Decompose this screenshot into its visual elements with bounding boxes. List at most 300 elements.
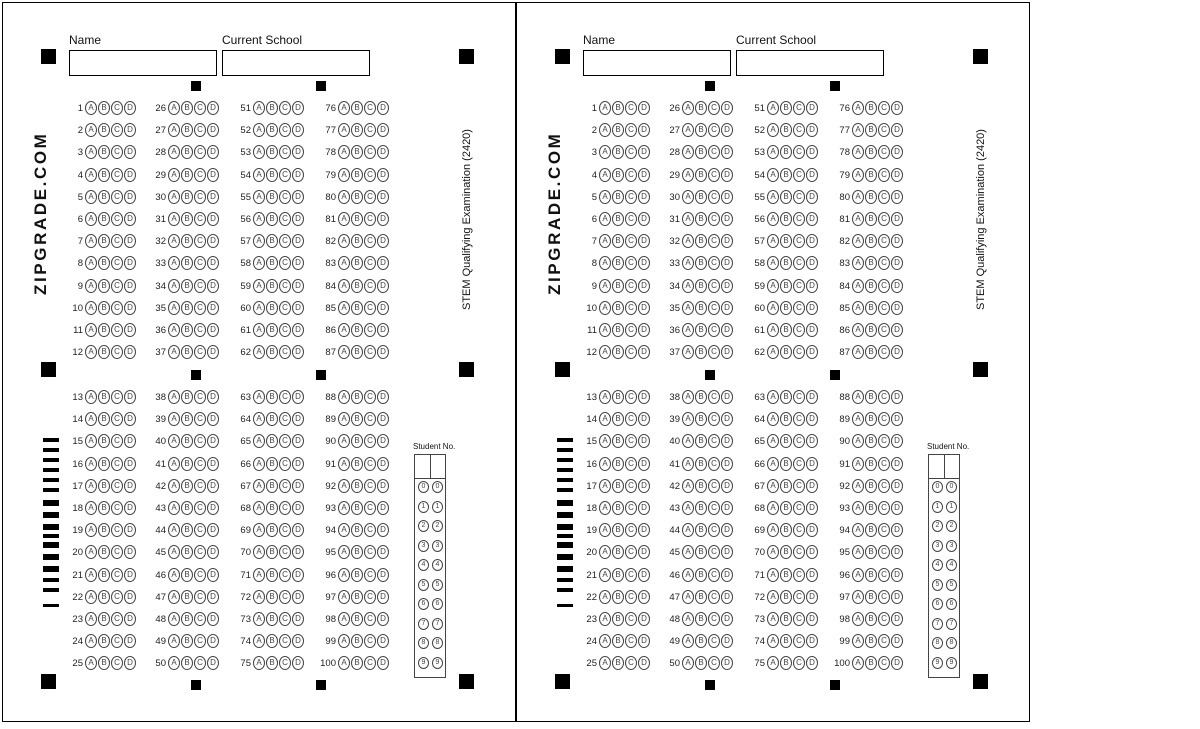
answer-bubble-b[interactable]: B xyxy=(865,279,877,293)
answer-bubble-d[interactable]: D xyxy=(124,545,136,559)
answer-bubble-b[interactable]: B xyxy=(865,479,877,493)
answer-bubble-d[interactable]: D xyxy=(891,123,903,137)
answer-bubble-d[interactable]: D xyxy=(292,123,304,137)
answer-bubble-b[interactable]: B xyxy=(612,390,624,404)
answer-bubble-b[interactable]: B xyxy=(266,345,278,359)
answer-bubble-d[interactable]: D xyxy=(207,523,219,537)
answer-bubble-a[interactable]: A xyxy=(338,434,350,448)
answer-bubble-c[interactable]: C xyxy=(625,123,637,137)
answer-bubble-b[interactable]: B xyxy=(695,501,707,515)
answer-bubble-b[interactable]: B xyxy=(780,279,792,293)
answer-bubble-d[interactable]: D xyxy=(207,612,219,626)
answer-bubble-d[interactable]: D xyxy=(292,390,304,404)
student-digit-bubble[interactable]: 6 xyxy=(932,598,943,610)
answer-bubble-a[interactable]: A xyxy=(767,168,779,182)
answer-bubble-a[interactable]: A xyxy=(253,523,265,537)
answer-bubble-a[interactable]: A xyxy=(168,590,180,604)
answer-bubble-c[interactable]: C xyxy=(625,145,637,159)
answer-bubble-b[interactable]: B xyxy=(865,501,877,515)
answer-bubble-d[interactable]: D xyxy=(806,479,818,493)
answer-bubble-b[interactable]: B xyxy=(780,256,792,270)
answer-bubble-a[interactable]: A xyxy=(168,434,180,448)
answer-bubble-c[interactable]: C xyxy=(625,656,637,670)
answer-bubble-c[interactable]: C xyxy=(364,168,376,182)
answer-bubble-d[interactable]: D xyxy=(124,301,136,315)
answer-bubble-a[interactable]: A xyxy=(599,634,611,648)
answer-bubble-d[interactable]: D xyxy=(377,634,389,648)
answer-bubble-d[interactable]: D xyxy=(124,190,136,204)
answer-bubble-d[interactable]: D xyxy=(806,634,818,648)
answer-bubble-d[interactable]: D xyxy=(292,190,304,204)
answer-bubble-a[interactable]: A xyxy=(338,545,350,559)
answer-bubble-b[interactable]: B xyxy=(865,590,877,604)
student-digit-bubble[interactable]: 0 xyxy=(418,481,429,493)
answer-bubble-a[interactable]: A xyxy=(85,479,97,493)
answer-bubble-d[interactable]: D xyxy=(638,279,650,293)
answer-bubble-d[interactable]: D xyxy=(292,590,304,604)
answer-bubble-a[interactable]: A xyxy=(85,123,97,137)
answer-bubble-d[interactable]: D xyxy=(377,434,389,448)
answer-bubble-b[interactable]: B xyxy=(266,168,278,182)
answer-bubble-b[interactable]: B xyxy=(695,390,707,404)
answer-bubble-b[interactable]: B xyxy=(351,168,363,182)
answer-bubble-c[interactable]: C xyxy=(878,168,890,182)
answer-bubble-d[interactable]: D xyxy=(292,234,304,248)
answer-bubble-c[interactable]: C xyxy=(708,345,720,359)
answer-bubble-c[interactable]: C xyxy=(625,501,637,515)
answer-bubble-b[interactable]: B xyxy=(865,301,877,315)
answer-bubble-d[interactable]: D xyxy=(377,145,389,159)
answer-bubble-b[interactable]: B xyxy=(98,145,110,159)
answer-bubble-d[interactable]: D xyxy=(207,212,219,226)
answer-bubble-d[interactable]: D xyxy=(638,479,650,493)
answer-bubble-d[interactable]: D xyxy=(638,523,650,537)
answer-bubble-a[interactable]: A xyxy=(852,656,864,670)
answer-bubble-d[interactable]: D xyxy=(292,523,304,537)
answer-bubble-d[interactable]: D xyxy=(124,523,136,537)
answer-bubble-c[interactable]: C xyxy=(625,523,637,537)
answer-bubble-a[interactable]: A xyxy=(682,101,694,115)
answer-bubble-c[interactable]: C xyxy=(708,457,720,471)
answer-bubble-d[interactable]: D xyxy=(638,545,650,559)
answer-bubble-a[interactable]: A xyxy=(253,168,265,182)
answer-bubble-d[interactable]: D xyxy=(891,279,903,293)
answer-bubble-c[interactable]: C xyxy=(364,545,376,559)
answer-bubble-b[interactable]: B xyxy=(98,190,110,204)
answer-bubble-c[interactable]: C xyxy=(708,434,720,448)
answer-bubble-a[interactable]: A xyxy=(253,457,265,471)
answer-bubble-b[interactable]: B xyxy=(351,123,363,137)
answer-bubble-b[interactable]: B xyxy=(266,101,278,115)
answer-bubble-c[interactable]: C xyxy=(111,568,123,582)
answer-bubble-b[interactable]: B xyxy=(351,501,363,515)
student-digit-bubble[interactable]: 1 xyxy=(432,501,443,513)
answer-bubble-c[interactable]: C xyxy=(279,501,291,515)
answer-bubble-a[interactable]: A xyxy=(338,301,350,315)
answer-bubble-a[interactable]: A xyxy=(85,634,97,648)
answer-bubble-d[interactable]: D xyxy=(721,301,733,315)
answer-bubble-b[interactable]: B xyxy=(612,234,624,248)
answer-bubble-d[interactable]: D xyxy=(292,545,304,559)
answer-bubble-d[interactable]: D xyxy=(891,145,903,159)
answer-bubble-d[interactable]: D xyxy=(377,523,389,537)
answer-bubble-d[interactable]: D xyxy=(377,190,389,204)
answer-bubble-c[interactable]: C xyxy=(279,479,291,493)
answer-bubble-a[interactable]: A xyxy=(852,457,864,471)
answer-bubble-b[interactable]: B xyxy=(865,123,877,137)
answer-bubble-b[interactable]: B xyxy=(865,190,877,204)
answer-bubble-d[interactable]: D xyxy=(124,656,136,670)
answer-bubble-b[interactable]: B xyxy=(351,390,363,404)
answer-bubble-b[interactable]: B xyxy=(612,457,624,471)
answer-bubble-d[interactable]: D xyxy=(721,345,733,359)
answer-bubble-b[interactable]: B xyxy=(98,612,110,626)
answer-bubble-d[interactable]: D xyxy=(292,168,304,182)
answer-bubble-c[interactable]: C xyxy=(793,434,805,448)
answer-bubble-c[interactable]: C xyxy=(793,323,805,337)
student-digit-bubble[interactable]: 7 xyxy=(932,618,943,630)
answer-bubble-b[interactable]: B xyxy=(98,345,110,359)
answer-bubble-a[interactable]: A xyxy=(338,345,350,359)
answer-bubble-b[interactable]: B xyxy=(98,256,110,270)
answer-bubble-b[interactable]: B xyxy=(865,656,877,670)
answer-bubble-a[interactable]: A xyxy=(338,590,350,604)
answer-bubble-c[interactable]: C xyxy=(625,634,637,648)
answer-bubble-b[interactable]: B xyxy=(181,412,193,426)
answer-bubble-a[interactable]: A xyxy=(168,190,180,204)
answer-bubble-a[interactable]: A xyxy=(338,234,350,248)
answer-bubble-d[interactable]: D xyxy=(207,101,219,115)
answer-bubble-b[interactable]: B xyxy=(181,501,193,515)
answer-bubble-b[interactable]: B xyxy=(181,612,193,626)
answer-bubble-c[interactable]: C xyxy=(625,345,637,359)
answer-bubble-b[interactable]: B xyxy=(780,212,792,226)
answer-bubble-c[interactable]: C xyxy=(111,501,123,515)
answer-bubble-c[interactable]: C xyxy=(708,612,720,626)
answer-bubble-d[interactable]: D xyxy=(124,145,136,159)
answer-bubble-d[interactable]: D xyxy=(292,612,304,626)
answer-bubble-d[interactable]: D xyxy=(207,568,219,582)
answer-bubble-d[interactable]: D xyxy=(891,479,903,493)
answer-bubble-c[interactable]: C xyxy=(625,234,637,248)
answer-bubble-b[interactable]: B xyxy=(695,457,707,471)
answer-bubble-c[interactable]: C xyxy=(111,256,123,270)
answer-bubble-c[interactable]: C xyxy=(194,634,206,648)
answer-bubble-a[interactable]: A xyxy=(168,123,180,137)
answer-bubble-b[interactable]: B xyxy=(266,123,278,137)
answer-bubble-a[interactable]: A xyxy=(767,301,779,315)
answer-bubble-c[interactable]: C xyxy=(279,568,291,582)
answer-bubble-c[interactable]: C xyxy=(878,190,890,204)
answer-bubble-a[interactable]: A xyxy=(599,101,611,115)
answer-bubble-b[interactable]: B xyxy=(351,568,363,582)
answer-bubble-a[interactable]: A xyxy=(682,279,694,293)
answer-bubble-a[interactable]: A xyxy=(85,457,97,471)
answer-bubble-b[interactable]: B xyxy=(780,168,792,182)
answer-bubble-c[interactable]: C xyxy=(279,656,291,670)
answer-bubble-a[interactable]: A xyxy=(253,101,265,115)
answer-bubble-a[interactable]: A xyxy=(338,390,350,404)
answer-bubble-c[interactable]: C xyxy=(364,301,376,315)
answer-bubble-c[interactable]: C xyxy=(364,123,376,137)
answer-bubble-a[interactable]: A xyxy=(682,479,694,493)
answer-bubble-b[interactable]: B xyxy=(181,279,193,293)
answer-bubble-d[interactable]: D xyxy=(638,301,650,315)
answer-bubble-a[interactable]: A xyxy=(767,101,779,115)
answer-bubble-c[interactable]: C xyxy=(279,390,291,404)
answer-bubble-d[interactable]: D xyxy=(806,279,818,293)
answer-bubble-c[interactable]: C xyxy=(279,457,291,471)
answer-bubble-c[interactable]: C xyxy=(878,656,890,670)
answer-bubble-d[interactable]: D xyxy=(377,545,389,559)
answer-bubble-b[interactable]: B xyxy=(865,568,877,582)
answer-bubble-c[interactable]: C xyxy=(279,545,291,559)
answer-bubble-a[interactable]: A xyxy=(852,634,864,648)
answer-bubble-b[interactable]: B xyxy=(612,434,624,448)
answer-bubble-b[interactable]: B xyxy=(865,634,877,648)
answer-bubble-c[interactable]: C xyxy=(364,101,376,115)
answer-bubble-a[interactable]: A xyxy=(682,145,694,159)
answer-bubble-c[interactable]: C xyxy=(708,234,720,248)
answer-bubble-d[interactable]: D xyxy=(638,168,650,182)
answer-bubble-b[interactable]: B xyxy=(266,612,278,626)
answer-bubble-d[interactable]: D xyxy=(721,545,733,559)
answer-bubble-c[interactable]: C xyxy=(625,568,637,582)
answer-bubble-c[interactable]: C xyxy=(708,145,720,159)
answer-bubble-a[interactable]: A xyxy=(682,457,694,471)
answer-bubble-c[interactable]: C xyxy=(625,434,637,448)
answer-bubble-c[interactable]: C xyxy=(364,434,376,448)
answer-bubble-d[interactable]: D xyxy=(124,279,136,293)
answer-bubble-b[interactable]: B xyxy=(181,145,193,159)
answer-bubble-c[interactable]: C xyxy=(194,434,206,448)
answer-bubble-a[interactable]: A xyxy=(338,168,350,182)
answer-bubble-c[interactable]: C xyxy=(625,301,637,315)
student-digit-bubble[interactable]: 1 xyxy=(932,501,943,513)
answer-bubble-c[interactable]: C xyxy=(793,568,805,582)
answer-bubble-c[interactable]: C xyxy=(708,590,720,604)
answer-bubble-d[interactable]: D xyxy=(377,345,389,359)
answer-bubble-c[interactable]: C xyxy=(279,101,291,115)
answer-bubble-d[interactable]: D xyxy=(124,412,136,426)
answer-bubble-d[interactable]: D xyxy=(207,479,219,493)
answer-bubble-c[interactable]: C xyxy=(708,501,720,515)
answer-bubble-c[interactable]: C xyxy=(111,656,123,670)
answer-bubble-d[interactable]: D xyxy=(638,434,650,448)
answer-bubble-c[interactable]: C xyxy=(111,101,123,115)
answer-bubble-c[interactable]: C xyxy=(708,212,720,226)
answer-bubble-b[interactable]: B xyxy=(695,545,707,559)
answer-bubble-d[interactable]: D xyxy=(377,656,389,670)
answer-bubble-a[interactable]: A xyxy=(168,323,180,337)
answer-bubble-a[interactable]: A xyxy=(253,434,265,448)
answer-bubble-d[interactable]: D xyxy=(377,590,389,604)
answer-bubble-c[interactable]: C xyxy=(279,634,291,648)
answer-bubble-b[interactable]: B xyxy=(612,545,624,559)
answer-bubble-d[interactable]: D xyxy=(806,256,818,270)
answer-bubble-a[interactable]: A xyxy=(767,234,779,248)
answer-bubble-d[interactable]: D xyxy=(891,390,903,404)
answer-bubble-d[interactable]: D xyxy=(721,479,733,493)
answer-bubble-c[interactable]: C xyxy=(878,101,890,115)
student-digit-bubble[interactable]: 6 xyxy=(418,598,429,610)
answer-bubble-b[interactable]: B xyxy=(181,123,193,137)
student-digit-bubble[interactable]: 5 xyxy=(946,579,957,591)
answer-bubble-c[interactable]: C xyxy=(793,301,805,315)
answer-bubble-b[interactable]: B xyxy=(181,656,193,670)
answer-bubble-d[interactable]: D xyxy=(806,190,818,204)
answer-bubble-a[interactable]: A xyxy=(338,634,350,648)
answer-bubble-a[interactable]: A xyxy=(852,123,864,137)
answer-bubble-d[interactable]: D xyxy=(891,190,903,204)
answer-bubble-c[interactable]: C xyxy=(194,345,206,359)
answer-bubble-c[interactable]: C xyxy=(625,390,637,404)
student-digit-bubble[interactable]: 7 xyxy=(432,618,443,630)
answer-bubble-a[interactable]: A xyxy=(852,479,864,493)
answer-bubble-c[interactable]: C xyxy=(878,479,890,493)
answer-bubble-b[interactable]: B xyxy=(780,612,792,626)
answer-bubble-a[interactable]: A xyxy=(168,457,180,471)
answer-bubble-a[interactable]: A xyxy=(338,523,350,537)
answer-bubble-b[interactable]: B xyxy=(351,545,363,559)
answer-bubble-d[interactable]: D xyxy=(124,390,136,404)
answer-bubble-b[interactable]: B xyxy=(351,301,363,315)
student-digit-bubble[interactable]: 5 xyxy=(432,579,443,591)
answer-bubble-a[interactable]: A xyxy=(767,634,779,648)
answer-bubble-a[interactable]: A xyxy=(85,190,97,204)
answer-bubble-d[interactable]: D xyxy=(377,501,389,515)
answer-bubble-d[interactable]: D xyxy=(638,323,650,337)
answer-bubble-b[interactable]: B xyxy=(181,234,193,248)
answer-bubble-d[interactable]: D xyxy=(638,656,650,670)
answer-bubble-b[interactable]: B xyxy=(780,656,792,670)
answer-bubble-a[interactable]: A xyxy=(767,523,779,537)
answer-bubble-c[interactable]: C xyxy=(279,279,291,293)
answer-bubble-c[interactable]: C xyxy=(364,279,376,293)
answer-bubble-c[interactable]: C xyxy=(364,323,376,337)
school-field[interactable] xyxy=(222,50,370,76)
student-digit-bubble[interactable]: 8 xyxy=(946,637,957,649)
answer-bubble-a[interactable]: A xyxy=(253,190,265,204)
answer-bubble-b[interactable]: B xyxy=(266,457,278,471)
answer-bubble-c[interactable]: C xyxy=(279,301,291,315)
answer-bubble-b[interactable]: B xyxy=(181,301,193,315)
answer-bubble-a[interactable]: A xyxy=(852,412,864,426)
answer-bubble-a[interactable]: A xyxy=(338,412,350,426)
answer-bubble-d[interactable]: D xyxy=(207,545,219,559)
answer-bubble-c[interactable]: C xyxy=(194,568,206,582)
answer-bubble-a[interactable]: A xyxy=(85,590,97,604)
answer-bubble-d[interactable]: D xyxy=(207,390,219,404)
answer-bubble-b[interactable]: B xyxy=(865,612,877,626)
answer-bubble-c[interactable]: C xyxy=(625,168,637,182)
student-digit-bubble[interactable]: 1 xyxy=(946,501,957,513)
answer-bubble-c[interactable]: C xyxy=(194,457,206,471)
answer-bubble-d[interactable]: D xyxy=(806,390,818,404)
answer-bubble-b[interactable]: B xyxy=(780,234,792,248)
answer-bubble-a[interactable]: A xyxy=(85,612,97,626)
answer-bubble-b[interactable]: B xyxy=(351,323,363,337)
answer-bubble-c[interactable]: C xyxy=(793,390,805,404)
answer-bubble-b[interactable]: B xyxy=(351,345,363,359)
answer-bubble-d[interactable]: D xyxy=(207,345,219,359)
answer-bubble-a[interactable]: A xyxy=(168,412,180,426)
answer-bubble-c[interactable]: C xyxy=(279,212,291,226)
answer-bubble-d[interactable]: D xyxy=(806,612,818,626)
answer-bubble-b[interactable]: B xyxy=(181,323,193,337)
answer-bubble-a[interactable]: A xyxy=(682,256,694,270)
answer-bubble-c[interactable]: C xyxy=(111,212,123,226)
answer-bubble-a[interactable]: A xyxy=(852,545,864,559)
answer-bubble-d[interactable]: D xyxy=(207,501,219,515)
answer-bubble-b[interactable]: B xyxy=(865,168,877,182)
answer-bubble-a[interactable]: A xyxy=(767,590,779,604)
answer-bubble-c[interactable]: C xyxy=(793,190,805,204)
answer-bubble-d[interactable]: D xyxy=(806,412,818,426)
answer-bubble-b[interactable]: B xyxy=(266,279,278,293)
answer-bubble-a[interactable]: A xyxy=(852,234,864,248)
answer-bubble-b[interactable]: B xyxy=(98,234,110,248)
answer-bubble-b[interactable]: B xyxy=(865,101,877,115)
answer-bubble-a[interactable]: A xyxy=(338,323,350,337)
answer-bubble-b[interactable]: B xyxy=(612,479,624,493)
answer-bubble-d[interactable]: D xyxy=(292,212,304,226)
answer-bubble-c[interactable]: C xyxy=(364,612,376,626)
answer-bubble-b[interactable]: B xyxy=(266,656,278,670)
answer-bubble-d[interactable]: D xyxy=(377,256,389,270)
answer-bubble-b[interactable]: B xyxy=(98,434,110,448)
answer-bubble-a[interactable]: A xyxy=(85,256,97,270)
answer-bubble-a[interactable]: A xyxy=(338,212,350,226)
answer-bubble-b[interactable]: B xyxy=(612,501,624,515)
answer-bubble-d[interactable]: D xyxy=(721,256,733,270)
answer-bubble-b[interactable]: B xyxy=(612,279,624,293)
answer-bubble-d[interactable]: D xyxy=(124,256,136,270)
answer-bubble-c[interactable]: C xyxy=(625,101,637,115)
answer-bubble-d[interactable]: D xyxy=(124,612,136,626)
answer-bubble-d[interactable]: D xyxy=(806,568,818,582)
answer-bubble-d[interactable]: D xyxy=(124,634,136,648)
answer-bubble-a[interactable]: A xyxy=(852,523,864,537)
answer-bubble-a[interactable]: A xyxy=(168,656,180,670)
answer-bubble-d[interactable]: D xyxy=(721,434,733,448)
answer-bubble-a[interactable]: A xyxy=(253,501,265,515)
answer-bubble-a[interactable]: A xyxy=(852,256,864,270)
answer-bubble-b[interactable]: B xyxy=(612,412,624,426)
answer-bubble-d[interactable]: D xyxy=(721,234,733,248)
answer-bubble-d[interactable]: D xyxy=(806,145,818,159)
answer-bubble-c[interactable]: C xyxy=(878,590,890,604)
answer-bubble-b[interactable]: B xyxy=(780,434,792,448)
answer-bubble-b[interactable]: B xyxy=(695,123,707,137)
answer-bubble-d[interactable]: D xyxy=(207,656,219,670)
answer-bubble-c[interactable]: C xyxy=(279,123,291,137)
answer-bubble-d[interactable]: D xyxy=(891,501,903,515)
answer-bubble-a[interactable]: A xyxy=(599,656,611,670)
answer-bubble-a[interactable]: A xyxy=(85,168,97,182)
answer-bubble-b[interactable]: B xyxy=(780,479,792,493)
student-digit-bubble[interactable]: 8 xyxy=(432,637,443,649)
answer-bubble-b[interactable]: B xyxy=(865,256,877,270)
answer-bubble-a[interactable]: A xyxy=(682,323,694,337)
answer-bubble-b[interactable]: B xyxy=(351,234,363,248)
answer-bubble-d[interactable]: D xyxy=(638,212,650,226)
answer-bubble-a[interactable]: A xyxy=(338,612,350,626)
answer-bubble-b[interactable]: B xyxy=(695,101,707,115)
answer-bubble-d[interactable]: D xyxy=(721,212,733,226)
answer-bubble-b[interactable]: B xyxy=(98,568,110,582)
answer-bubble-d[interactable]: D xyxy=(124,212,136,226)
